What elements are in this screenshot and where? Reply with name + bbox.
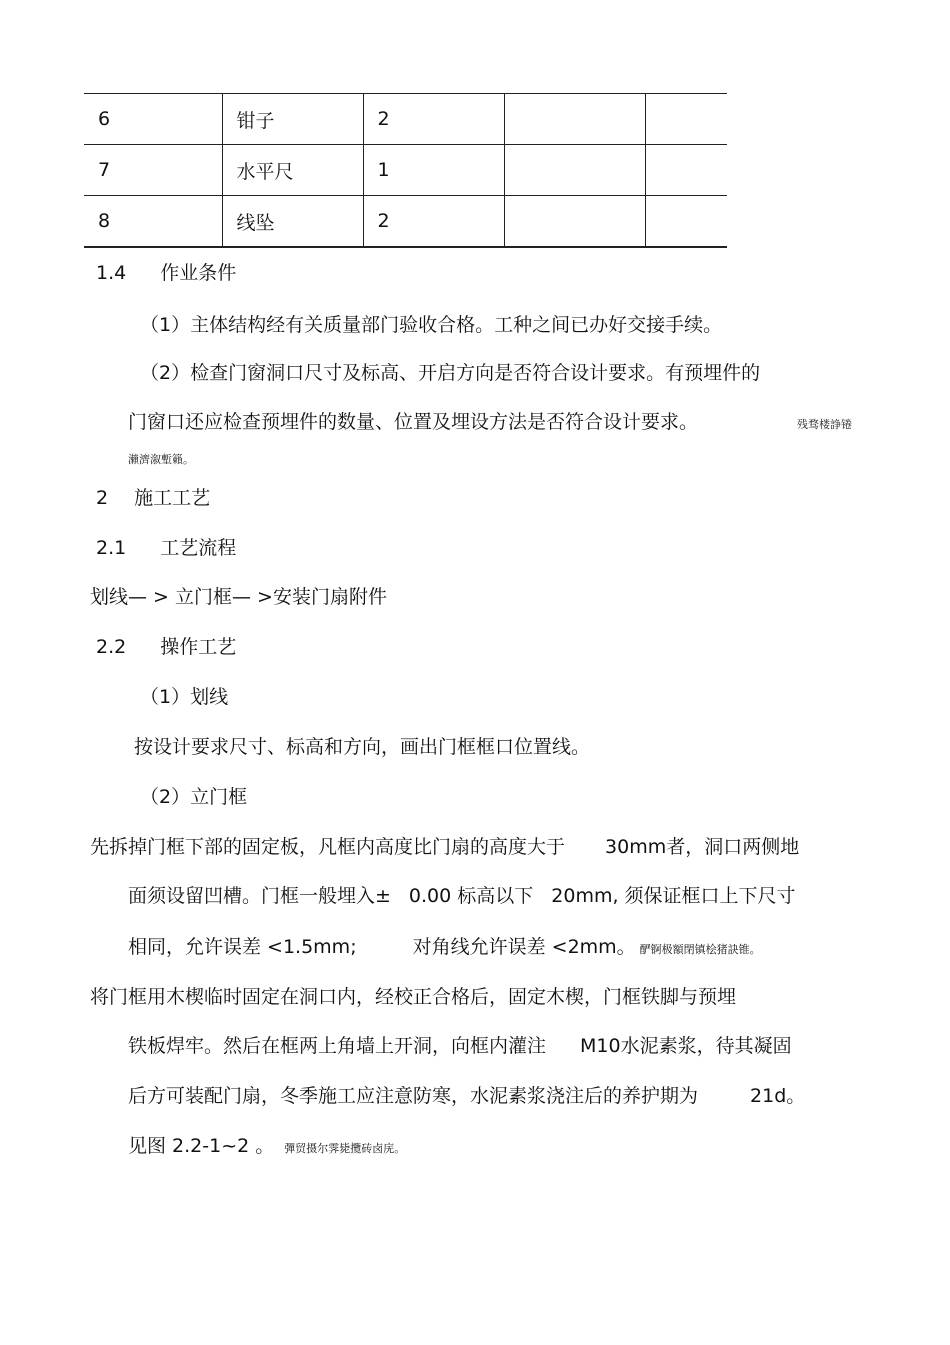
section-title: 施工工艺 <box>134 487 211 509</box>
section-title: 工艺流程 <box>160 537 237 559</box>
paragraph-line-3 <box>128 935 761 962</box>
text-segment: M10水泥素浆，待其凝固 <box>580 1035 792 1057</box>
tools-table-body <box>84 94 727 248</box>
paragraph-line-2 <box>128 884 796 908</box>
tools-table <box>84 93 727 248</box>
section-1-4-heading <box>96 261 236 285</box>
section-title: 作业条件 <box>160 262 237 284</box>
table-row <box>84 145 727 196</box>
table-cell: 2 <box>363 196 504 248</box>
paragraph-line-7 <box>128 1134 405 1161</box>
section-title: 操作工艺 <box>160 636 237 658</box>
table-cell: 2 <box>363 94 504 145</box>
table-row <box>84 196 727 248</box>
section-number: 1.4 <box>96 262 127 284</box>
table-row <box>84 94 727 145</box>
text-segment: 后方可装配门扇，冬季施工应注意防寒，水泥素浆浇注后的养护期为 <box>128 1085 699 1107</box>
section-2-1-heading <box>96 536 236 560</box>
paragraph-line-6 <box>128 1084 805 1108</box>
paragraph-line-1 <box>90 835 799 859</box>
noise-text: 残骛楼諍锩 <box>797 418 852 431</box>
text-segment: 0.00 标高以下 <box>408 885 534 907</box>
step-1-title: （1）划线 <box>140 686 229 708</box>
table-cell <box>645 145 727 196</box>
step-2-title: （2）立门框 <box>140 786 248 808</box>
table-cell: 7 <box>84 145 222 196</box>
text-segment: 对角线允许误差 <2mm。 <box>412 936 636 958</box>
section-2-heading <box>96 486 210 510</box>
table-cell: 1 <box>363 145 504 196</box>
text-segment: 面须设留凹槽。门框一般埋入± <box>128 885 391 907</box>
table-cell <box>645 94 727 145</box>
table-cell: 6 <box>84 94 222 145</box>
table-cell: 钳子 <box>222 94 363 145</box>
section-number: 2.2 <box>96 636 127 658</box>
text-segment: 21d。 <box>750 1085 806 1107</box>
condition-1: （1）主体结构经有关质量部门验收合格。工种之间已办好交接手续。 <box>140 314 723 336</box>
noise-text: 彈贸摄尔霁毙攬砖卤庑。 <box>284 1142 406 1155</box>
text-segment: 见图 2.2-1~2 。 <box>128 1135 275 1157</box>
noise-text: 瀨濟溆塹籟。 <box>128 453 194 466</box>
step-1-text: 按设计要求尺寸、标高和方向，画出门框框口位置线。 <box>134 736 591 758</box>
section-number: 2.1 <box>96 537 127 559</box>
table-cell <box>504 196 645 248</box>
text-segment: 铁板焊牢。然后在框两上角墙上开洞，向框内灌注 <box>128 1035 547 1057</box>
paragraph-line-5 <box>128 1034 792 1058</box>
text-segment: 20mm, 须保证框口上下尺寸 <box>551 885 796 907</box>
section-number: 2 <box>96 487 109 509</box>
table-cell <box>504 94 645 145</box>
table-cell: 线坠 <box>222 196 363 248</box>
noise-text: 酽锕极額閉镇桧猪訣锥。 <box>639 943 761 956</box>
text-segment: 相同，允许误差 <1.5mm; <box>128 936 357 958</box>
text-segment: 30mm者，洞口两侧地 <box>605 836 800 858</box>
text-segment: 先拆掉门框下部的固定板，凡框内高度比门扇的高度大于 <box>90 836 566 858</box>
table-cell: 8 <box>84 196 222 248</box>
table-cell <box>645 196 727 248</box>
section-2-2-heading <box>96 635 236 659</box>
condition-2-line-2: 门窗口还应检查预埋件的数量、位置及埋设方法是否符合设计要求。 <box>128 411 699 433</box>
process-flow: 划线— > 立门框— >安装门扇附件 <box>90 586 387 608</box>
paragraph-line-4: 将门框用木楔临时固定在洞口内，经校正合格后，固定木楔，门框铁脚与预埋 <box>90 986 737 1008</box>
condition-2-line-1: （2）检查门窗洞口尺寸及标高、开启方向是否符合设计要求。有预埋件的 <box>140 362 761 384</box>
table-cell <box>504 145 645 196</box>
table-cell: 水平尺 <box>222 145 363 196</box>
